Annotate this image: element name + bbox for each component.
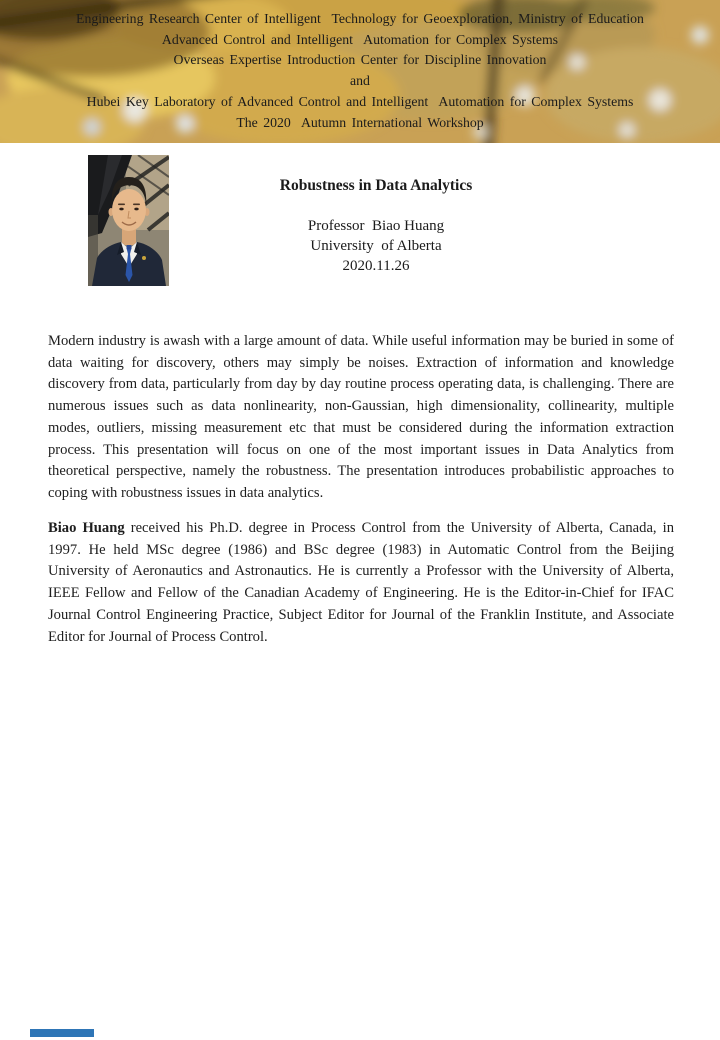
banner-line-2: Advanced Control and Intelligent Automation for Complex Systems bbox=[161, 31, 559, 47]
speaker-affiliation: University of Alberta bbox=[310, 238, 442, 254]
speaker-name: Professor Biao Huang bbox=[307, 218, 445, 234]
speaker-portrait-image bbox=[88, 155, 169, 286]
banner-line-3: Overseas Expertise Introduction Center for Discipline Innovation bbox=[173, 52, 547, 68]
header-banner bbox=[0, 0, 720, 143]
bio-text: received his Ph.D. degree in Process Control from the University of Alberta, Canada, in 1997. He held MSc degree (1986) and BSc degree (1983) in Automatic Control from the Beijing University of Aeronautics and Astronautics. He is currently a Professor with the University of Alberta, IEEE Fellow and Fellow of the Canadian Academy of Engineering. He is the Editor-in-Chief for IFAC Journal Control Engineering Practice, Subject Editor for Journal of the Franklin Institute, and Associate Editor for Journal of Process Control. bbox=[48, 520, 674, 645]
banner-text-block bbox=[0, 9, 720, 133]
speaker-photo bbox=[88, 155, 169, 286]
bio-speaker-name: Biao Huang bbox=[48, 520, 125, 536]
abstract-paragraph: Modern industry is awash with a large amount of data. While useful information may be buried in some of data waiting for discovery, others may simply be noises. Extraction of information and knowledge discovery from data, particularly from day by day routine process operating data, is challenging. There are numerous issues such as data nonlinearity, non-Gaussian, high dimensionality, collinearity, multiple modes, outliers, missing measurement etc that must be considered during the information extraction process. This presentation will focus on one of the most important issues in Data Analytics from theoretical perspective, namely the robustness. The presentation introduces probabilistic approaches to coping with robustness issues in data analytics. bbox=[48, 333, 674, 501]
talk-date: 2020.11.26 bbox=[342, 258, 410, 274]
talk-title: Robustness in Data Analytics bbox=[279, 177, 473, 194]
banner-line-4: and bbox=[350, 73, 370, 89]
speaker-info bbox=[168, 216, 584, 276]
talk-header-block bbox=[168, 176, 584, 276]
banner-line-6: The 2020 Autumn International Workshop bbox=[236, 114, 484, 130]
banner-line-5: Hubei Key Laboratory of Advanced Control and Intelligent Automation for Complex Systems bbox=[86, 93, 634, 109]
bio-paragraph bbox=[48, 518, 674, 648]
footer-accent-bar bbox=[30, 1029, 94, 1037]
banner-line-1: Engineering Research Center of Intelligent Technology for Geoexploration, Ministry of Education bbox=[76, 11, 644, 26]
